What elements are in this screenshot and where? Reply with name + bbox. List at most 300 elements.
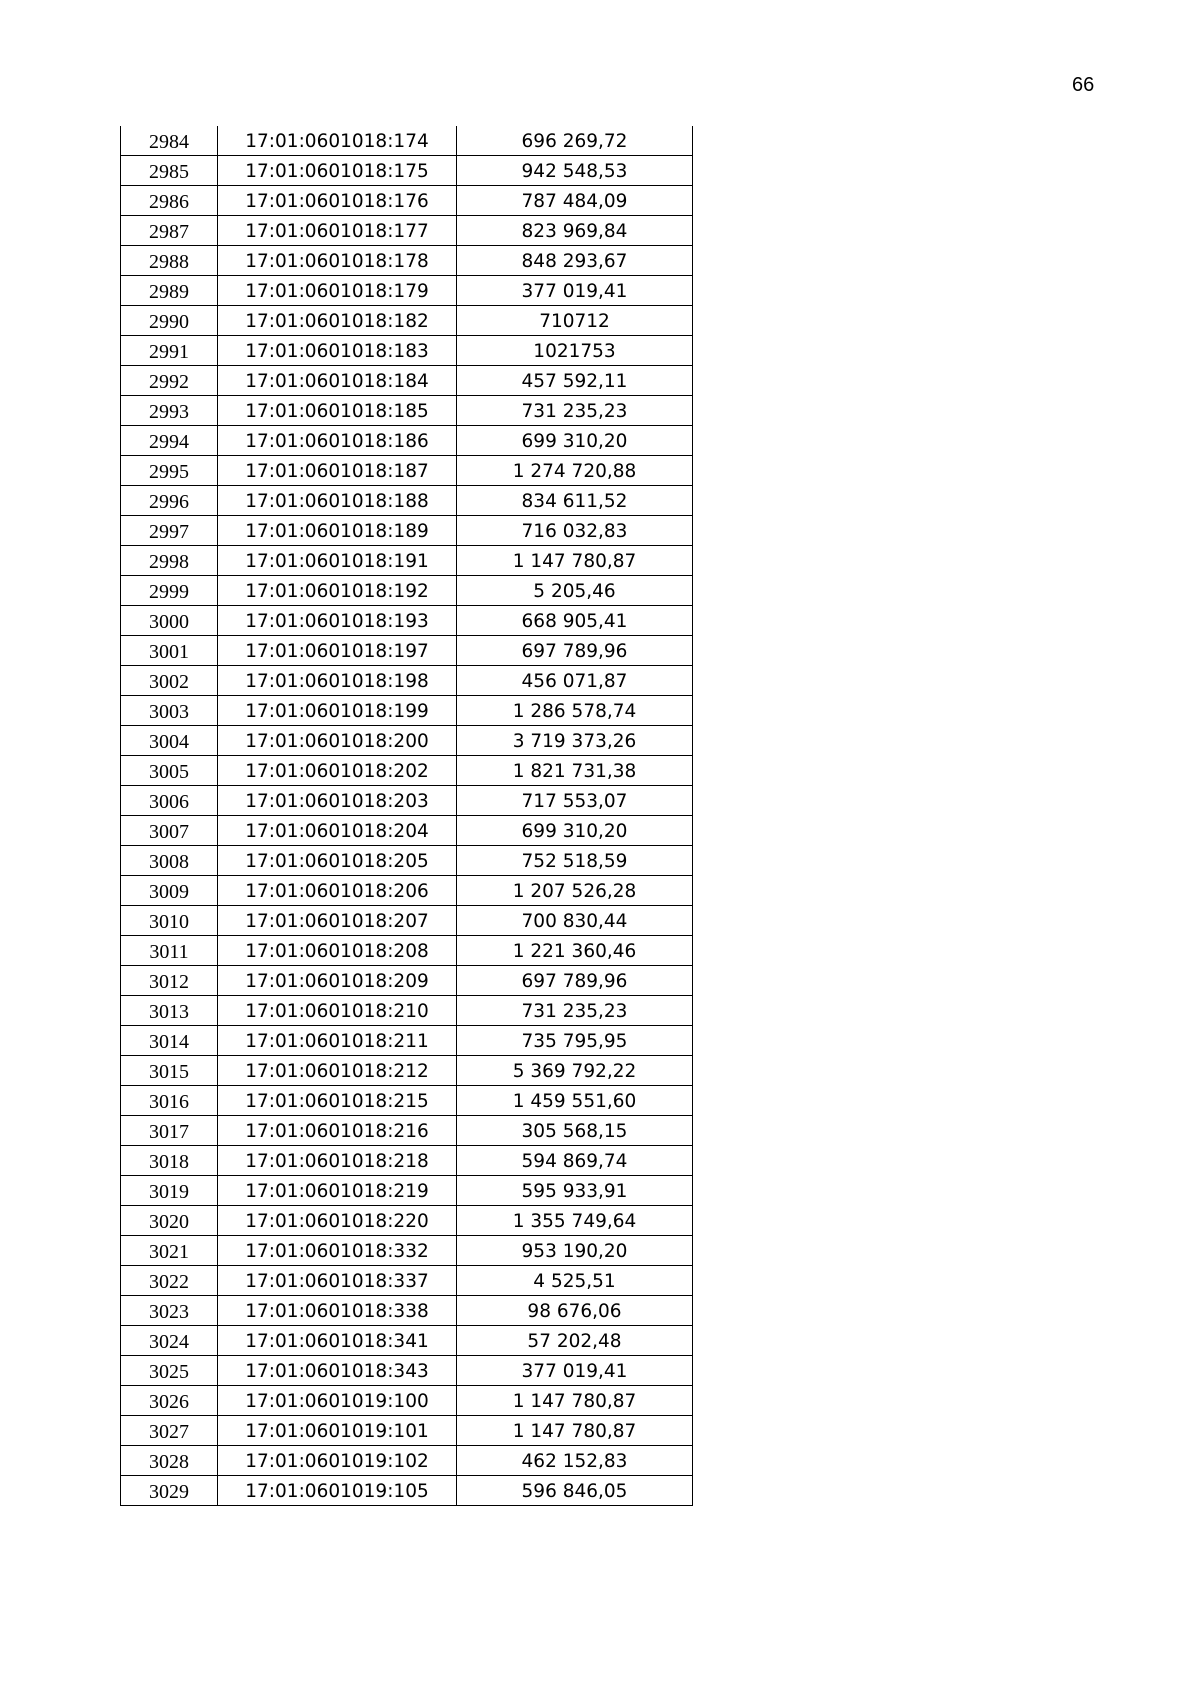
cadastral-number-cell <box>218 906 457 936</box>
cadastral-value-cell <box>457 396 693 426</box>
table-row <box>121 696 693 726</box>
cadastral-number-text: 17:01:0601018:338 <box>245 1301 429 1322</box>
cadastral-value-cell <box>457 1476 693 1506</box>
cadastral-number-cell <box>218 1296 457 1326</box>
cadastral-number-text: 17:01:0601018:184 <box>245 371 429 392</box>
row-number-cell <box>121 216 218 246</box>
cadastral-number-cell <box>218 1206 457 1236</box>
row-number-cell <box>121 606 218 636</box>
row-number-text: 2985 <box>149 161 189 183</box>
cadastral-number-cell <box>218 366 457 396</box>
row-number-text: 2996 <box>149 491 189 513</box>
table-row <box>121 816 693 846</box>
cadastral-number-cell <box>218 846 457 876</box>
cadastral-value-text: 716 032,83 <box>521 521 628 542</box>
table-row <box>121 126 693 156</box>
cadastral-value-text: 377 019,41 <box>521 281 628 302</box>
cadastral-value-text: 699 310,20 <box>521 821 628 842</box>
cadastral-number-cell <box>218 306 457 336</box>
table-row <box>121 606 693 636</box>
page-number: 66 <box>1072 74 1095 96</box>
cadastral-number-text: 17:01:0601018:186 <box>245 431 429 452</box>
row-number-text: 3010 <box>149 911 189 933</box>
cadastral-number-text: 17:01:0601018:200 <box>245 731 429 752</box>
cadastral-number-text: 17:01:0601018:185 <box>245 401 429 422</box>
table-row <box>121 966 693 996</box>
table-row <box>121 306 693 336</box>
cadastral-number-cell <box>218 936 457 966</box>
cadastral-value-text: 668 905,41 <box>521 611 628 632</box>
row-number-cell <box>121 696 218 726</box>
row-number-cell <box>121 666 218 696</box>
cadastral-number-cell <box>218 456 457 486</box>
cadastral-number-cell <box>218 216 457 246</box>
cadastral-number-text: 17:01:0601018:192 <box>245 581 429 602</box>
row-number-text: 3005 <box>149 761 189 783</box>
cadastral-number-cell <box>218 1116 457 1146</box>
cadastral-number-cell <box>218 246 457 276</box>
cadastral-number-text: 17:01:0601019:100 <box>245 1391 429 1412</box>
row-number-cell <box>121 1266 218 1296</box>
cadastral-number-text: 17:01:0601018:204 <box>245 821 429 842</box>
table-row <box>121 186 693 216</box>
cadastral-value-cell <box>457 216 693 246</box>
cadastral-number-text: 17:01:0601018:343 <box>245 1361 429 1382</box>
row-number-text: 3026 <box>149 1391 189 1413</box>
table-row <box>121 576 693 606</box>
table-row <box>121 756 693 786</box>
row-number-text: 3018 <box>149 1151 189 1173</box>
cadastral-number-text: 17:01:0601018:211 <box>245 1031 429 1052</box>
cadastral-value-cell <box>457 936 693 966</box>
cadastral-number-text: 17:01:0601018:332 <box>245 1241 429 1262</box>
row-number-cell <box>121 1356 218 1386</box>
cadastral-value-text: 787 484,09 <box>521 191 628 212</box>
row-number-cell <box>121 366 218 396</box>
cadastral-value-cell <box>457 186 693 216</box>
cadastral-value-text: 462 152,83 <box>521 1451 628 1472</box>
cadastral-number-text: 17:01:0601018:210 <box>245 1001 429 1022</box>
row-number-text: 2989 <box>149 281 189 303</box>
cadastral-number-cell <box>218 186 457 216</box>
cadastral-value-text: 5 369 792,22 <box>512 1061 637 1082</box>
cadastral-number-cell <box>218 1356 457 1386</box>
table-row <box>121 366 693 396</box>
cadastral-number-cell <box>218 276 457 306</box>
cadastral-value-text: 1021753 <box>533 341 616 362</box>
row-number-cell <box>121 126 218 156</box>
cadastral-number-text: 17:01:0601018:203 <box>245 791 429 812</box>
cadastral-value-cell <box>457 306 693 336</box>
row-number-text: 3001 <box>149 641 189 663</box>
row-number-cell <box>121 486 218 516</box>
cadastral-value-cell <box>457 1296 693 1326</box>
cadastral-value-cell <box>457 666 693 696</box>
cadastral-value-cell <box>457 1356 693 1386</box>
row-number-cell <box>121 576 218 606</box>
row-number-cell <box>121 156 218 186</box>
row-number-cell <box>121 906 218 936</box>
cadastral-number-cell <box>218 666 457 696</box>
cadastral-value-cell <box>457 1266 693 1296</box>
table-row <box>121 1386 693 1416</box>
cadastral-value-text: 696 269,72 <box>521 131 628 152</box>
cadastral-number-text: 17:01:0601018:174 <box>245 131 429 152</box>
table-row <box>121 546 693 576</box>
cadastral-value-cell <box>457 726 693 756</box>
row-number-text: 3011 <box>149 941 189 963</box>
cadastral-number-text: 17:01:0601018:341 <box>245 1331 429 1352</box>
cadastral-value-cell <box>457 1416 693 1446</box>
row-number-text: 2999 <box>149 581 189 603</box>
cadastral-number-text: 17:01:0601018:207 <box>245 911 429 932</box>
row-number-cell <box>121 816 218 846</box>
table-row <box>121 846 693 876</box>
cadastral-value-cell <box>457 336 693 366</box>
cadastral-number-cell <box>218 1446 457 1476</box>
table-row <box>121 396 693 426</box>
table-row <box>121 426 693 456</box>
cadastral-value-cell <box>457 276 693 306</box>
row-number-cell <box>121 756 218 786</box>
cadastral-value-cell <box>457 156 693 186</box>
cadastral-value-text: 3 719 373,26 <box>512 731 637 752</box>
cadastral-value-cell <box>457 576 693 606</box>
cadastral-number-text: 17:01:0601018:193 <box>245 611 429 632</box>
table-row <box>121 936 693 966</box>
row-number-text: 3002 <box>149 671 189 693</box>
cadastral-number-cell <box>218 696 457 726</box>
row-number-cell <box>121 996 218 1026</box>
cadastral-value-cell <box>457 1176 693 1206</box>
table-row <box>121 1476 693 1506</box>
cadastral-number-cell <box>218 1176 457 1206</box>
row-number-cell <box>121 336 218 366</box>
row-number-text: 3029 <box>149 1481 189 1503</box>
cadastral-value-cell <box>457 1086 693 1116</box>
table-row <box>121 156 693 186</box>
cadastral-value-cell <box>457 1056 693 1086</box>
cadastral-value-text: 823 969,84 <box>521 221 628 242</box>
cadastral-number-text: 17:01:0601018:206 <box>245 881 429 902</box>
table-body <box>121 126 693 1506</box>
table-row <box>121 906 693 936</box>
row-number-cell <box>121 636 218 666</box>
row-number-text: 3020 <box>149 1211 189 1233</box>
row-number-text: 3000 <box>149 611 189 633</box>
table-row <box>121 1146 693 1176</box>
cadastral-value-cell <box>457 906 693 936</box>
cadastral-value-text: 710712 <box>539 311 610 332</box>
cadastral-value-cell <box>457 966 693 996</box>
cadastral-number-cell <box>218 786 457 816</box>
cadastral-value-text: 697 789,96 <box>521 971 628 992</box>
cadastral-number-text: 17:01:0601018:337 <box>245 1271 429 1292</box>
row-number-cell <box>121 276 218 306</box>
cadastral-number-text: 17:01:0601018:215 <box>245 1091 429 1112</box>
cadastral-number-cell <box>218 126 457 156</box>
row-number-text: 2988 <box>149 251 189 273</box>
row-number-cell <box>121 846 218 876</box>
cadastral-value-text: 942 548,53 <box>521 161 628 182</box>
cadastral-value-table <box>120 126 693 1506</box>
cadastral-number-cell <box>218 1386 457 1416</box>
cadastral-value-text: 57 202,48 <box>527 1331 622 1352</box>
row-number-text: 3024 <box>149 1331 189 1353</box>
table-row <box>121 1416 693 1446</box>
row-number-text: 3006 <box>149 791 189 813</box>
row-number-text: 3028 <box>149 1451 189 1473</box>
table-row <box>121 1446 693 1476</box>
cadastral-value-cell <box>457 606 693 636</box>
cadastral-number-text: 17:01:0601019:102 <box>245 1451 429 1472</box>
table-row <box>121 516 693 546</box>
row-number-cell <box>121 1326 218 1356</box>
cadastral-value-text: 1 274 720,88 <box>512 461 637 482</box>
row-number-cell <box>121 726 218 756</box>
cadastral-value-cell <box>457 1386 693 1416</box>
cadastral-value-text: 1 207 526,28 <box>512 881 637 902</box>
cadastral-value-cell <box>457 486 693 516</box>
row-number-text: 3021 <box>149 1241 189 1263</box>
cadastral-number-text: 17:01:0601018:176 <box>245 191 429 212</box>
cadastral-value-cell <box>457 516 693 546</box>
table-row <box>121 1086 693 1116</box>
row-number-cell <box>121 1386 218 1416</box>
cadastral-value-text: 752 518,59 <box>521 851 628 872</box>
table-row <box>121 1206 693 1236</box>
cadastral-value-cell <box>457 1116 693 1146</box>
cadastral-value-text: 953 190,20 <box>521 1241 628 1262</box>
cadastral-number-text: 17:01:0601018:199 <box>245 701 429 722</box>
cadastral-number-cell <box>218 726 457 756</box>
row-number-text: 2986 <box>149 191 189 213</box>
cadastral-value-text: 1 147 780,87 <box>512 1391 637 1412</box>
table-row <box>121 1326 693 1356</box>
row-number-cell <box>121 186 218 216</box>
cadastral-value-text: 731 235,23 <box>521 401 628 422</box>
row-number-text: 3012 <box>149 971 189 993</box>
row-number-text: 2990 <box>149 311 189 333</box>
cadastral-number-text: 17:01:0601018:189 <box>245 521 429 542</box>
cadastral-value-cell <box>457 426 693 456</box>
cadastral-value-cell <box>457 1326 693 1356</box>
cadastral-value-cell <box>457 846 693 876</box>
row-number-text: 2997 <box>149 521 189 543</box>
table-row <box>121 336 693 366</box>
row-number-text: 2995 <box>149 461 189 483</box>
cadastral-value-text: 1 286 578,74 <box>512 701 637 722</box>
row-number-text: 2998 <box>149 551 189 573</box>
cadastral-number-cell <box>218 966 457 996</box>
cadastral-value-cell <box>457 126 693 156</box>
cadastral-value-text: 98 676,06 <box>527 1301 622 1322</box>
cadastral-value-cell <box>457 876 693 906</box>
cadastral-value-text: 834 611,52 <box>521 491 628 512</box>
cadastral-value-text: 1 459 551,60 <box>512 1091 637 1112</box>
cadastral-value-text: 735 795,95 <box>521 1031 628 1052</box>
cadastral-number-text: 17:01:0601018:218 <box>245 1151 429 1172</box>
cadastral-number-text: 17:01:0601018:182 <box>245 311 429 332</box>
cadastral-value-text: 377 019,41 <box>521 1361 628 1382</box>
cadastral-value-text: 1 221 360,46 <box>512 941 637 962</box>
row-number-text: 2984 <box>149 131 189 153</box>
row-number-text: 3009 <box>149 881 189 903</box>
cadastral-value-cell <box>457 786 693 816</box>
row-number-text: 2987 <box>149 221 189 243</box>
table-row <box>121 1176 693 1206</box>
table-row <box>121 786 693 816</box>
row-number-cell <box>121 1476 218 1506</box>
row-number-cell <box>121 426 218 456</box>
cadastral-value-text: 1 355 749,64 <box>512 1211 637 1232</box>
cadastral-number-text: 17:01:0601018:205 <box>245 851 429 872</box>
cadastral-number-text: 17:01:0601018:191 <box>245 551 429 572</box>
row-number-cell <box>121 936 218 966</box>
cadastral-value-text: 699 310,20 <box>521 431 628 452</box>
row-number-text: 3016 <box>149 1091 189 1113</box>
cadastral-number-cell <box>218 336 457 366</box>
row-number-text: 3008 <box>149 851 189 873</box>
row-number-cell <box>121 966 218 996</box>
row-number-cell <box>121 306 218 336</box>
cadastral-value-text: 4 525,51 <box>533 1271 616 1292</box>
cadastral-value-text: 595 933,91 <box>521 1181 628 1202</box>
cadastral-number-text: 17:01:0601018:220 <box>245 1211 429 1232</box>
cadastral-value-text: 717 553,07 <box>521 791 628 812</box>
cadastral-number-text: 17:01:0601018:208 <box>245 941 429 962</box>
cadastral-value-text: 596 846,05 <box>521 1481 628 1502</box>
row-number-cell <box>121 786 218 816</box>
cadastral-value-cell <box>457 1446 693 1476</box>
cadastral-number-cell <box>218 1326 457 1356</box>
cadastral-value-text: 731 235,23 <box>521 1001 628 1022</box>
cadastral-value-cell <box>457 246 693 276</box>
cadastral-number-cell <box>218 546 457 576</box>
row-number-cell <box>121 1446 218 1476</box>
cadastral-number-cell <box>218 426 457 456</box>
row-number-cell <box>121 246 218 276</box>
table-row <box>121 726 693 756</box>
row-number-cell <box>121 546 218 576</box>
cadastral-number-cell <box>218 516 457 546</box>
row-number-cell <box>121 876 218 906</box>
table-row <box>121 1236 693 1266</box>
row-number-text: 3019 <box>149 1181 189 1203</box>
cadastral-number-cell <box>218 876 457 906</box>
cadastral-number-text: 17:01:0601018:187 <box>245 461 429 482</box>
row-number-text: 3027 <box>149 1421 189 1443</box>
row-number-cell <box>121 1086 218 1116</box>
cadastral-number-text: 17:01:0601018:178 <box>245 251 429 272</box>
cadastral-value-cell <box>457 816 693 846</box>
cadastral-number-text: 17:01:0601018:183 <box>245 341 429 362</box>
row-number-cell <box>121 516 218 546</box>
cadastral-value-text: 848 293,67 <box>521 251 628 272</box>
row-number-text: 2994 <box>149 431 189 453</box>
row-number-cell <box>121 1416 218 1446</box>
row-number-cell <box>121 1026 218 1056</box>
table-row <box>121 1266 693 1296</box>
row-number-text: 3023 <box>149 1301 189 1323</box>
row-number-cell <box>121 1116 218 1146</box>
cadastral-number-cell <box>218 576 457 606</box>
table-row <box>121 876 693 906</box>
table-row <box>121 636 693 666</box>
row-number-text: 3017 <box>149 1121 189 1143</box>
row-number-text: 3022 <box>149 1271 189 1293</box>
cadastral-number-text: 17:01:0601018:202 <box>245 761 429 782</box>
table-row <box>121 486 693 516</box>
table-row <box>121 666 693 696</box>
cadastral-number-cell <box>218 1236 457 1266</box>
cadastral-value-text: 1 147 780,87 <box>512 1421 637 1442</box>
cadastral-number-cell <box>218 486 457 516</box>
cadastral-number-cell <box>218 606 457 636</box>
cadastral-number-cell <box>218 1086 457 1116</box>
table-row <box>121 216 693 246</box>
cadastral-value-text: 305 568,15 <box>521 1121 628 1142</box>
row-number-text: 2991 <box>149 341 189 363</box>
cadastral-number-text: 17:01:0601018:212 <box>245 1061 429 1082</box>
cadastral-number-text: 17:01:0601018:216 <box>245 1121 429 1142</box>
row-number-text: 3014 <box>149 1031 189 1053</box>
table-row <box>121 1056 693 1086</box>
cadastral-number-text: 17:01:0601019:101 <box>245 1421 429 1442</box>
row-number-cell <box>121 1146 218 1176</box>
cadastral-value-text: 594 869,74 <box>521 1151 628 1172</box>
cadastral-number-cell <box>218 1146 457 1176</box>
cadastral-value-text: 5 205,46 <box>533 581 616 602</box>
table-row <box>121 276 693 306</box>
cadastral-number-text: 17:01:0601018:175 <box>245 161 429 182</box>
row-number-text: 3025 <box>149 1361 189 1383</box>
row-number-text: 3013 <box>149 1001 189 1023</box>
cadastral-value-cell <box>457 636 693 666</box>
cadastral-number-cell <box>218 1026 457 1056</box>
row-number-text: 3007 <box>149 821 189 843</box>
row-number-text: 3015 <box>149 1061 189 1083</box>
cadastral-value-text: 700 830,44 <box>521 911 628 932</box>
cadastral-value-cell <box>457 996 693 1026</box>
row-number-text: 2993 <box>149 401 189 423</box>
cadastral-number-cell <box>218 816 457 846</box>
table-row <box>121 1116 693 1146</box>
cadastral-number-text: 17:01:0601018:197 <box>245 641 429 662</box>
cadastral-value-cell <box>457 1236 693 1266</box>
cadastral-value-text: 457 592,11 <box>521 371 628 392</box>
cadastral-number-text: 17:01:0601018:198 <box>245 671 429 692</box>
cadastral-value-cell <box>457 366 693 396</box>
cadastral-number-cell <box>218 636 457 666</box>
cadastral-value-cell <box>457 1206 693 1236</box>
cadastral-value-cell <box>457 756 693 786</box>
cadastral-number-cell <box>218 1476 457 1506</box>
cadastral-number-text: 17:01:0601018:209 <box>245 971 429 992</box>
row-number-cell <box>121 1296 218 1326</box>
cadastral-value-text: 697 789,96 <box>521 641 628 662</box>
cadastral-number-text: 17:01:0601018:179 <box>245 281 429 302</box>
cadastral-value-cell <box>457 1146 693 1176</box>
row-number-text: 2992 <box>149 371 189 393</box>
cadastral-number-cell <box>218 1416 457 1446</box>
row-number-cell <box>121 1206 218 1236</box>
table-row <box>121 246 693 276</box>
table-row <box>121 456 693 486</box>
table-row <box>121 996 693 1026</box>
table-row <box>121 1026 693 1056</box>
row-number-cell <box>121 456 218 486</box>
